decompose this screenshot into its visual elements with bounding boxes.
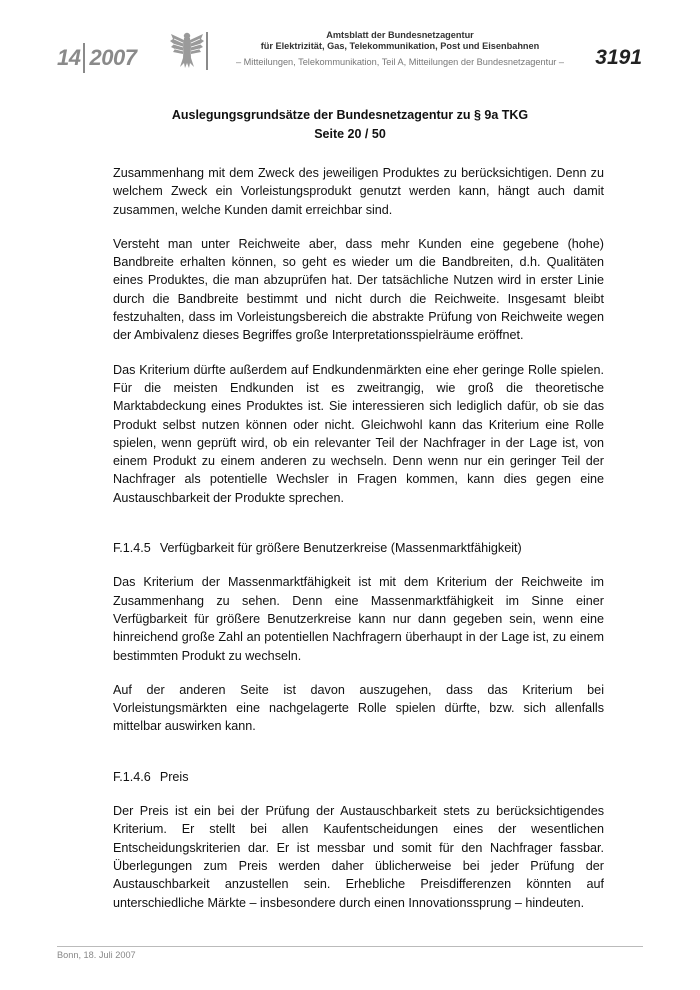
- gazette-name: Amtsblatt der Bundesnetzagentur: [326, 30, 474, 40]
- issue-no: 14: [57, 45, 81, 70]
- gazette-title-block: [210, 30, 590, 69]
- section-heading: [113, 768, 604, 786]
- paragraph: Das Kriterium der Massenmarktfähigkeit ist mit dem Kriterium der Reichweite im Zusammenhang zu sehen. Denn eine Massenmarktfähigkeit im Sinne einer Verfügbarkeit für größere Benutzerkreise kann nur dann gegeben sein, wenn eine hinreichend große Zahl an potentiellen Nachfragern überhaupt in der Lage ist, zu einem bestimmten Produkt zu wechseln.: [113, 575, 604, 663]
- document-title: Auslegungsgrundsätze der Bundesnetzagentur zu § 9a TKG: [171, 108, 529, 122]
- page-number: 3191: [595, 46, 642, 69]
- paragraph: Das Kriterium dürfte außerdem auf Endkundenmärkten eine eher geringe Rolle spielen. Für die meisten Endkunden ist es zweitrangig, wie groß die theoretische Marktabdeckung eines Produktes ist. Sie interessieren sich lediglich dafür, ob sie das Produkt selbst nutzen können oder nicht. Gleichwohl kann das Kriterium eine Rolle spielen, wenn geprüft wird, ob ein relevanter Teil der Nachfrager in der Lage ist, von einem Produkt zu einem anderen zu wechseln. Denn wenn nur ein geringer Teil der Nachfrager als potentielle Wechsler in Fragen kommen, kann dies gegen eine Austauschbarkeit der Produkte sprechen.: [113, 362, 604, 505]
- section-title: Verfügbarkeit für größere Benutzerkreise (Massenmarktfähigkeit): [159, 541, 522, 556]
- footer-divider: [57, 946, 643, 947]
- issue-year: 2007: [89, 45, 137, 70]
- section-number: F.1.4.6: [113, 769, 151, 784]
- federal-eagle-icon: [170, 30, 204, 70]
- issue-number: [57, 43, 136, 73]
- gazette-scope: für Elektrizität, Gas, Telekommunikation, Post und Eisenbahnen: [260, 41, 540, 51]
- paragraph: Der Preis ist ein bei der Prüfung der Austauschbarkeit stets zu berücksichtigendes Kriterium. Er stellt bei allen Kaufentscheidungen eines der wesentlichen Entscheidungskriterien dar. Er ist messbar und somit für den Nachfrager fassbar. Überlegungen zum Preis werden daher üblicherweise bei jeder Prüfung der Austauschbarkeit anzustellen sein. Erhebliche Preisdifferenzen könnten auf unterschiedliche Märkte – insbesondere durch einen Innovationssprung – hindeuten.: [113, 804, 604, 910]
- header-divider: [206, 32, 208, 70]
- paragraph: Zusammenhang mit dem Zweck des jeweiligen Produktes zu berücksichtigen. Denn zu welchem Zweck ein Vorleistungsprodukt genutzt werden kann, hängt auch damit zusammen, welche Kunden damit erreichbar sind.: [113, 166, 604, 217]
- document-page-ref: Seite 20 / 50: [314, 127, 386, 141]
- section-heading: [113, 539, 604, 557]
- document-body: [113, 164, 604, 928]
- paragraph: Auf der anderen Seite ist davon auszugehen, dass das Kriterium bei Vorleistungsmärkten eine nachgelagerte Rolle spielen dürfte, bzw. sich allenfalls mittelbar auswirken kann.: [113, 682, 604, 734]
- gazette-section: – Mitteilungen, Telekommunikation, Teil A, Mitteilungen der Bundesnetzagentur –: [235, 57, 565, 67]
- section-title: Preis: [159, 769, 189, 784]
- document-title-block: [0, 106, 700, 144]
- issue-separator: [83, 43, 85, 73]
- section-number: F.1.4.5: [113, 541, 151, 556]
- footer-date: Bonn, 18. Juli 2007: [57, 950, 136, 960]
- paragraph: Versteht man unter Reichweite aber, dass mehr Kunden eine gegebene (hohe) Bandbreite erhalten können, so geht es wieder um die Bandbreiten, d.h. Qualitäten eines Produktes, die man abzuprüfen hat. Der tatsächliche Nutzen wird in erster Linie durch die Bandbreite bestimmt und nicht durch die Reichweite. Insgesamt bleibt festzuhalten, dass im Vorleistungsbereich die abstrakte Prüfung von Reichweite wegen der Ambivalenz dieses Begriffes große Interpretationsspielräume eröffnet.: [113, 236, 604, 343]
